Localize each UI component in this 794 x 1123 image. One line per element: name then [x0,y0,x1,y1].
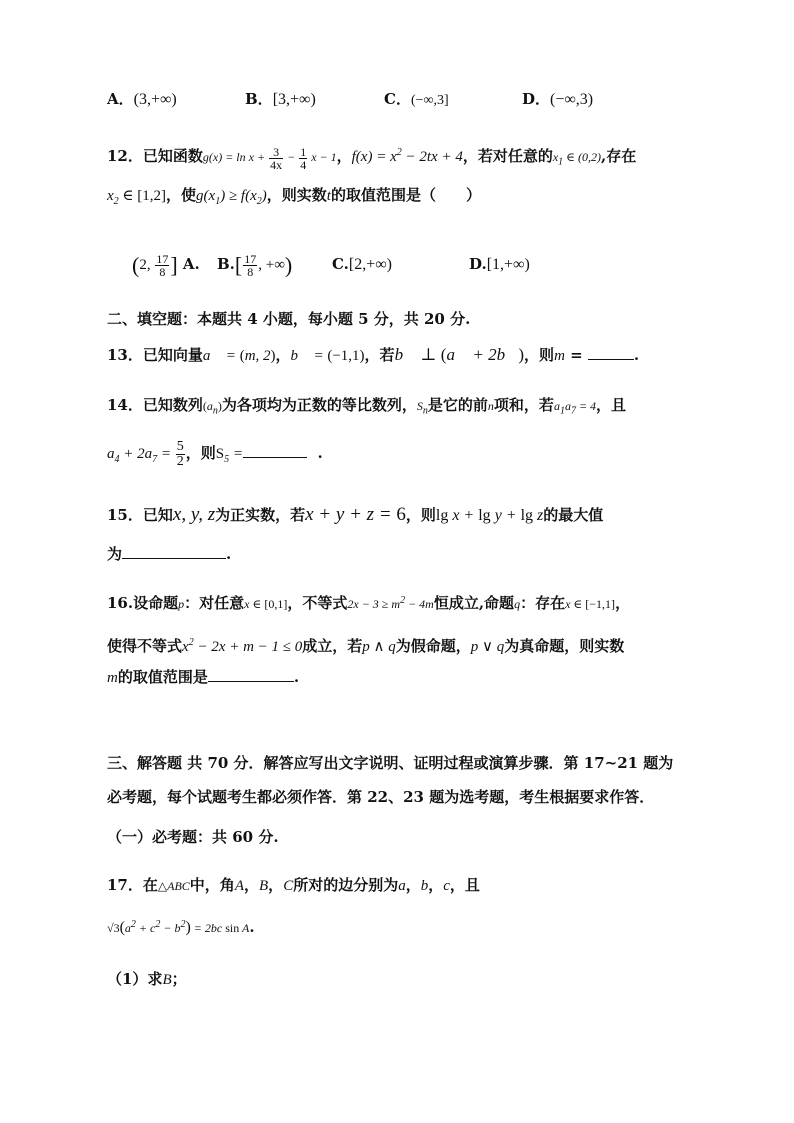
q14-condition1: $a_1a_7 = 4$ [553,399,597,417]
q11-option-b[interactable]: B．[3,+∞) [245,90,316,108]
q13-vector-a: a⃗ = (m, 2) [202,348,276,364]
q16-answer-blank[interactable] [208,667,294,682]
q16-line2: 使得不等式$x^2 - 2x + m - 1 \le 0$成立，若p ∧ q为假命题，p ∨ q为真命题，则实数 [107,637,625,655]
q13-condition: b⃗ ⊥ (a⃗ + 2b⃗) [394,345,525,364]
q17-line1: 17．在△ABC中，角A，B，C所对的边分别为a，b，c，且 [107,876,480,894]
q16-inequality2: $x^2 - 2x + m - 1 \le 0$ [182,637,303,655]
q12-line2: $x_2$ ∈ [1,2]，使$g(x_1) \ge f(x_2)$，则实数t的取值范围是（ ） [107,186,481,207]
q17-part1: （1）求B； [107,970,187,988]
q16-inequality1: $2x - 3 \ge m^2 - 4m$ [347,595,434,611]
section3-line2: 必考题，每个试题考生都必须作答．第 22、23 题为选考题，考生根据要求作答． [107,788,655,806]
required-section-heading: （一）必考题：共 60 分. [107,828,279,846]
q11-option-d[interactable]: D．(−∞,3) [522,90,594,108]
section2-heading: 二、填空题：本题共 4 小题，每小题 5 分，共 20 分. [107,310,471,328]
q11-options [107,88,702,112]
q11-option-a[interactable]: A．(3,+∞) [107,90,177,108]
q13-vector-b: b⃗ = (−1,1) [290,348,365,364]
q12-options [107,244,702,284]
q14-line2: $a_4 + 2a_7$ = $\frac{5}{2}$ ，则$S_5$ = . [107,439,323,470]
q15-line2: 为 . [107,545,232,563]
q12-option-c[interactable]: C.[2,+∞) [332,255,392,273]
q17-line2: $√3(a^2 + c^2 - b^2) = 2bc$ sin A. [107,918,255,936]
q15-condition: x + y + z = 6 [305,504,406,525]
q12-inequality: $g(x_1) \ge f(x_2)$ [196,188,267,207]
q17-equation: $√3(a^2 + c^2 - b^2) = 2bc$ sin A [107,919,250,936]
q12-x1-domain: $x_1$ ∈ (0,2) [552,150,602,168]
q13-answer-blank[interactable] [588,345,634,360]
q15-line1: 15．已知x, y, z为正实数，若x + y + z = 6，则lg x + lg y + lg z的最大值 [107,504,604,525]
q12-x2-domain: $x_2$ ∈ [1,2] [107,188,167,207]
q12-f-def: $f(x) = x^2 - 2tx + 4$ [351,147,463,165]
q14-condition2: $a_4 + 2a_7$ = $\frac{5}{2}$ [107,439,184,470]
q12-line1: 12．已知函数g(x) = ln x + $\frac{3}{4x}$ − $\frac{1}{4}$ x − 1，$f(x) = x^2 - 2tx + 4$，若对任意的$x_1$ ∈ (0,2),存在 [107,144,637,172]
q16-line3: m的取值范围是 . [107,668,300,686]
q11-option-c[interactable]: C．(−∞,3] [384,90,449,108]
q12-option-d[interactable]: D.[1,+∞) [469,255,530,273]
q14-answer-blank[interactable] [243,443,307,458]
q12-option-a[interactable]: (2, $\frac{17}{8}$ ] A. [132,252,200,280]
q12-g-def: g(x) = ln x + $\frac{3}{4x}$ − $\frac{1}{4}$ x − 1 [202,144,337,172]
q13: 13．已知向量a⃗ = (m, 2)，b⃗ = (−1,1)，若b⃗ ⊥ (a⃗ + 2b⃗)，则m = . [107,345,640,364]
section3-line1: 三、解答题 共 70 分．解答应写出文字说明、证明过程或演算步骤．第 17~21 题为 [107,754,674,772]
q15-answer-blank[interactable] [122,544,226,559]
q15-expression: lg x + lg y + lg z [435,507,544,524]
q16-line1: 16.设命题p：对任意x ∈ [0,1]，不等式$2x - 3 \ge m^2 - 4m$恒成立,命题q：存在x ∈ [−1,1]， [107,594,631,612]
q12-option-b[interactable]: B.[ $\frac{17}{8}$ , +∞) [217,252,293,280]
q14-line1: 14．已知数列$(a_n)$为各项均为正数的等比数列，$S_n$是它的前n项和，若$a_1a_7 = 4$，且 [107,396,627,417]
